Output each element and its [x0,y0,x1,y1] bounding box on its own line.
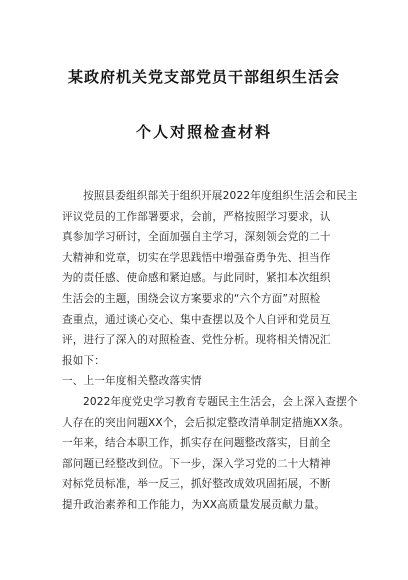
paragraph-line: 按照县委组织部关于组织开展2022年度组织生活会和民主 [83,190,358,202]
paragraph-line: 生活会的主题，围绕会议方案要求的“六个方面”对照检 [62,292,321,305]
paragraph-line: 评议党员的工作部署要求，会前，严格按照学习要求，认 [62,210,331,223]
section-heading: 一、上一年度相关整改落实情 [62,375,202,388]
document-title: 某政府机关党支部党员干部组织生活会 [67,68,340,86]
paragraph-line: 查重点，通过谈心交心、集中查摆以及个人自评和党员互 [62,313,331,326]
paragraph-line: 提升政治素养和工作能力，为XX高质量发展贡献力量。 [62,498,326,511]
paragraph-line: 人存在的突出问题XX个，会后拟定整改清单制定措施XX条。 [62,416,350,429]
document-subtitle: 个人对照检查材料 [135,123,272,141]
paragraph-line: 部问题已经整改到位。下一步，深入学习党的二十大精神 [62,457,331,470]
paragraph-line: 评，进行了深入的对照检查、党性分析。现将相关情况汇 [62,334,331,347]
document-body [62,186,358,516]
paragraph-line: 报如下： [62,354,105,367]
paragraph-line: 对标党员标准，举一反三，抓好整改成效巩固拓展，不断 [62,478,331,491]
paragraph-line: 真参加学习研讨，全面加强自主学习，深刻领会党的二十 [62,231,331,244]
paragraph-line: 为的责任感、使命感和紧迫感。与此同时，紧扣本次组织 [62,272,331,285]
paragraph-line: 大精神和党章，切实在学思践悟中增强奋勇争先、担当作 [62,251,331,264]
paragraph-line: 2022年度党史学习教育专题民主生活会，会上深入查摆个 [83,395,358,408]
paragraph-line: 一年来，结合本职工作，抓实存在问题整改落实，目前全 [62,437,331,450]
